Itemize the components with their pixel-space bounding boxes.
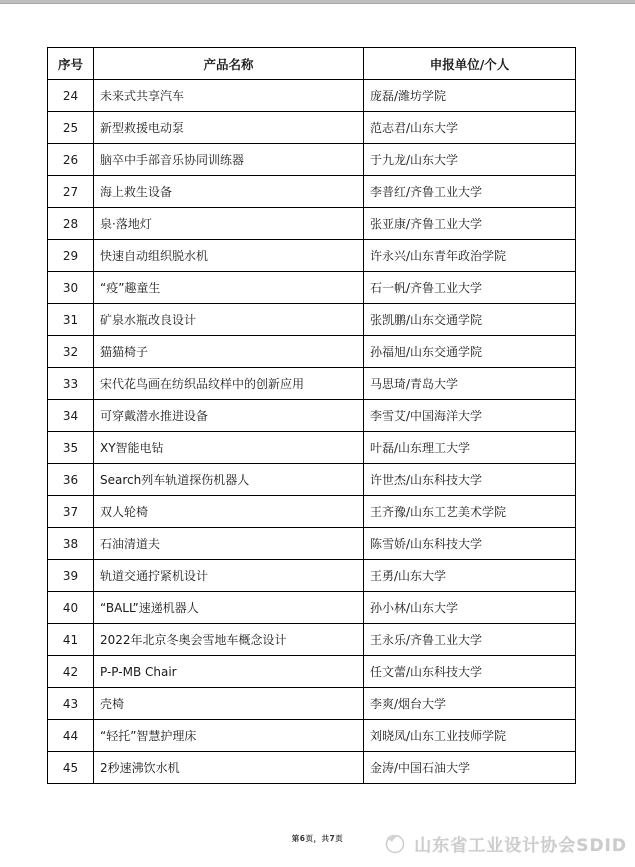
table-row	[48, 432, 576, 464]
cell-product-name: “疫”趣童生	[94, 272, 364, 304]
cell-serial-number: 34	[48, 400, 94, 432]
cell-applicant: 金涛/中国石油大学	[364, 752, 576, 784]
cell-serial-number: 40	[48, 592, 94, 624]
cell-serial-number: 28	[48, 208, 94, 240]
cell-product-name: P-P-MB Chair	[94, 656, 364, 688]
cell-applicant: 刘晓凤/山东工业技师学院	[364, 720, 576, 752]
cell-product-name: 可穿戴潜水推进设备	[94, 400, 364, 432]
header-applicant: 申报单位/个人	[364, 48, 576, 80]
cell-applicant: 于九龙/山东大学	[364, 144, 576, 176]
table-row	[48, 176, 576, 208]
cell-applicant: 范志君/山东大学	[364, 112, 576, 144]
sdid-logo-icon	[382, 830, 408, 856]
cell-product-name: Search列车轨道探伤机器人	[94, 464, 364, 496]
table-row	[48, 208, 576, 240]
cell-applicant: 王齐豫/山东工艺美术学院	[364, 496, 576, 528]
cell-serial-number: 32	[48, 336, 94, 368]
cell-product-name: 海上救生设备	[94, 176, 364, 208]
cell-serial-number: 37	[48, 496, 94, 528]
table-row	[48, 80, 576, 112]
cell-product-name: 双人轮椅	[94, 496, 364, 528]
cell-product-name: 宋代花鸟画在纺织品纹样中的创新应用	[94, 368, 364, 400]
cell-product-name: 未来式共享汽车	[94, 80, 364, 112]
cell-applicant: 李普红/齐鲁工业大学	[364, 176, 576, 208]
cell-applicant: 李爽/烟台大学	[364, 688, 576, 720]
cell-serial-number: 42	[48, 656, 94, 688]
cell-serial-number: 36	[48, 464, 94, 496]
cell-product-name: 新型救援电动泵	[94, 112, 364, 144]
cell-serial-number: 41	[48, 624, 94, 656]
table-row	[48, 592, 576, 624]
cell-serial-number: 45	[48, 752, 94, 784]
cell-applicant: 许永兴/山东青年政治学院	[364, 240, 576, 272]
cell-product-name: 泉·落地灯	[94, 208, 364, 240]
cell-applicant: 王勇/山东大学	[364, 560, 576, 592]
cell-serial-number: 29	[48, 240, 94, 272]
cell-serial-number: 44	[48, 720, 94, 752]
product-declaration-table	[47, 47, 576, 784]
cell-serial-number: 31	[48, 304, 94, 336]
cell-serial-number: 24	[48, 80, 94, 112]
cell-serial-number: 27	[48, 176, 94, 208]
cell-product-name: 石油清道夫	[94, 528, 364, 560]
table-row	[48, 336, 576, 368]
cell-serial-number: 43	[48, 688, 94, 720]
cell-product-name: XY智能电钻	[94, 432, 364, 464]
table-row	[48, 464, 576, 496]
cell-applicant: 任文蕾/山东科技大学	[364, 656, 576, 688]
cell-product-name: “BALL”速递机器人	[94, 592, 364, 624]
cell-product-name: 快速自动组织脱水机	[94, 240, 364, 272]
cell-product-name: 猫猫椅子	[94, 336, 364, 368]
cell-product-name: 2秒速沸饮水机	[94, 752, 364, 784]
cell-serial-number: 33	[48, 368, 94, 400]
table-row	[48, 688, 576, 720]
cell-applicant: 陈雪娇/山东科技大学	[364, 528, 576, 560]
table-row	[48, 304, 576, 336]
header-product-name: 产品名称	[94, 48, 364, 80]
cell-serial-number: 38	[48, 528, 94, 560]
cell-serial-number: 26	[48, 144, 94, 176]
cell-serial-number: 35	[48, 432, 94, 464]
table-row	[48, 560, 576, 592]
table-row	[48, 496, 576, 528]
cell-serial-number: 30	[48, 272, 94, 304]
cell-applicant: 许世杰/山东科技大学	[364, 464, 576, 496]
cell-product-name: 2022年北京冬奥会雪地车概念设计	[94, 624, 364, 656]
cell-product-name: 脑卒中手部音乐协同训练器	[94, 144, 364, 176]
table-row	[48, 528, 576, 560]
cell-product-name: 矿泉水瓶改良设计	[94, 304, 364, 336]
cell-applicant: 孙福旭/山东交通学院	[364, 336, 576, 368]
cell-applicant: 庞磊/潍坊学院	[364, 80, 576, 112]
cell-applicant: 叶磊/山东理工大学	[364, 432, 576, 464]
table-body	[48, 80, 576, 784]
cell-applicant: 马思琦/青岛大学	[364, 368, 576, 400]
cell-applicant: 石一帆/齐鲁工业大学	[364, 272, 576, 304]
table-row	[48, 144, 576, 176]
cell-applicant: 张亚康/齐鲁工业大学	[364, 208, 576, 240]
page-top-edge	[0, 0, 635, 4]
table-row	[48, 400, 576, 432]
cell-product-name: 轨道交通拧紧机设计	[94, 560, 364, 592]
table-header	[48, 48, 576, 80]
cell-applicant: 王永乐/齐鲁工业大学	[364, 624, 576, 656]
cell-applicant: 孙小林/山东大学	[364, 592, 576, 624]
header-serial-number: 序号	[48, 48, 94, 80]
table-row	[48, 720, 576, 752]
cell-applicant: 李雪艾/中国海洋大学	[364, 400, 576, 432]
cell-product-name: 壳椅	[94, 688, 364, 720]
table-row	[48, 272, 576, 304]
page-number-text: 第6页，共7页	[291, 834, 344, 843]
table-row	[48, 240, 576, 272]
cell-serial-number: 25	[48, 112, 94, 144]
table-row	[48, 368, 576, 400]
table-row	[48, 112, 576, 144]
cell-serial-number: 39	[48, 560, 94, 592]
table-row	[48, 752, 576, 784]
watermark	[382, 830, 627, 856]
watermark-label: 山东省工业设计协会SDID	[414, 835, 627, 856]
cell-applicant: 张凯鹏/山东交通学院	[364, 304, 576, 336]
table-row	[48, 624, 576, 656]
cell-product-name: “轻托”智慧护理床	[94, 720, 364, 752]
table-row	[48, 656, 576, 688]
